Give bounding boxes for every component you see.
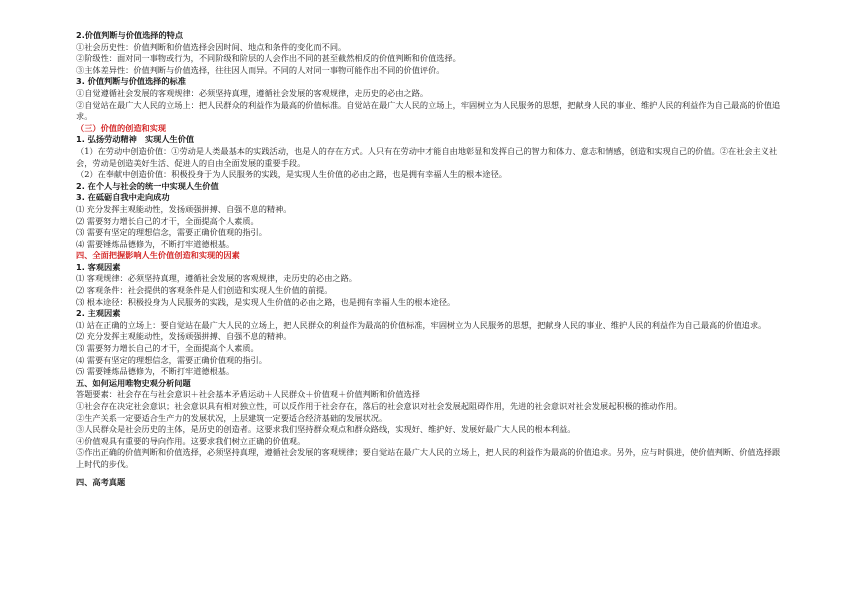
- paragraph: 答题要素：社会存在与社会意识＋社会基本矛盾运动＋人民群众＋价值观＋价值判断和价值选择: [76, 389, 420, 400]
- paragraph: ②生产关系一定要适合生产力的发展状况，上层建筑一定要适合经济基础的发展状况。: [76, 412, 388, 423]
- chapter-heading: （三）价值的创造和实现: [76, 122, 167, 133]
- paragraph: ④价值观具有重要的导向作用。这要求我们树立正确的价值观。: [76, 435, 306, 446]
- paragraph: ①自觉遵循社会发展的客观规律：必须坚持真理，遵循社会发展的客观规律，走历史的必由之路。: [76, 87, 429, 98]
- paragraph: ②阶级性：面对同一事物或行为，不同阶级和阶层的人会作出不同的甚至截然相反的价值判断和价值选择。: [76, 53, 461, 64]
- paragraph: ②自觉站在最广大人民的立场上：把人民群众的利益作为最高的价值标准。自觉站在最广大人民的立场上，牢固树立为人民服务的思想，把献身人民的事业、维护人民的利益作为自己最高的价值追求。: [76, 99, 781, 122]
- chapter-heading: 四、全面把握影响人生价值创造和实现的因素: [76, 250, 240, 261]
- paragraph: ⑵ 充分发挥主观能动性，发扬顽强拼搏、自强不息的精神。: [76, 331, 292, 342]
- section-heading: 2. 主观因素: [76, 308, 121, 319]
- section-heading: 2. 在个人与社会的统一中实现人生价值: [76, 180, 219, 191]
- document-content: [76, 30, 786, 488]
- section-heading: 1. 客观因素: [76, 261, 121, 272]
- paragraph: ⑷ 需要有坚定的理想信念，需要正确价值观的指引。: [76, 354, 267, 365]
- paragraph: ⑷ 需要锤炼品德修为，不断打牢道德根基。: [76, 238, 235, 249]
- paragraph: ⑶ 需要努力增长自己的才干，全面提高个人素质。: [76, 343, 259, 354]
- section-heading: 2.价值判断与价值选择的特点: [76, 30, 184, 40]
- paragraph: （1）在劳动中创造价值：①劳动是人类最基本的实践活动，也是人的存在方式。人只有在劳动中才能自由地彰显和发挥自己的智力和体力、意志和情感，创造和实现自己的价值。②在社会主义社会，劳动是创造美好生活、促进人的自由全面发展的重要手段。: [76, 145, 778, 168]
- paragraph: ③主体差异性：价值判断与价值选择，往往因人而异。不同的人对同一事物可能作出不同的价值评价。: [76, 64, 445, 75]
- paragraph: ①社会历史性：价值判断和价值选择会因时间、地点和条件的变化而不同。: [76, 41, 347, 52]
- chapter-heading: 五、如何运用唯物史观分析问题: [76, 377, 191, 388]
- paragraph: ⑶ 根本途径：积极投身为人民服务的实践，是实现人生价值的必由之路，也是拥有幸福人生的根本途径。: [76, 296, 456, 307]
- paragraph: ⑵ 需要努力增长自己的才干，全面提高个人素质。: [76, 215, 259, 226]
- section-heading: 3. 在砥砺自我中走向成功: [76, 192, 170, 203]
- paragraph: ③人民群众是社会历史的主体，是历史的创造者。这要求我们坚持群众观点和群众路线，实现好、维护好、发展好最广大人民的根本利益。: [76, 424, 576, 435]
- paragraph: ⑶ 需要有坚定的理想信念，需要正确价值观的指引。: [76, 227, 267, 238]
- paragraph: ⑴ 充分发挥主观能动性，发扬顽强拼搏、自强不息的精神。: [76, 203, 292, 214]
- paragraph: ①社会存在决定社会意识；社会意识具有相对独立性，可以反作用于社会存在，落后的社会意识对社会发展起阻碍作用，先进的社会意识对社会发展起积极的推动作用。: [76, 401, 682, 411]
- section-heading: 1. 弘扬劳动精神 实现人生价值: [76, 134, 195, 145]
- paragraph: ⑸ 需要锤炼品德修为，不断打牢道德根基。: [76, 366, 235, 377]
- section-heading: 3. 价值判断与价值选择的标准: [76, 76, 186, 87]
- paragraph: （2）在奉献中创造价值：积极投身于为人民服务的实践，是实现人生价值的必由之路，也是拥有幸福人生的根本途径。: [76, 169, 507, 180]
- paragraph: ⑴ 客观规律：必须坚持真理，遵循社会发展的客观规律，走历史的必由之路。: [76, 273, 357, 284]
- paragraph: ⑤作出正确的价值判断和价值选择，必须坚持真理，遵循社会发展的客观规律；要自觉站在最广大人民的立场上，把人民的利益作为最高的价值追求。另外，应与时俱进，使价值判断、价值选择跟上时代的步伐。: [76, 447, 781, 469]
- chapter-heading: 四、高考真题: [76, 476, 126, 487]
- paragraph: ⑵ 客观条件：社会提供的客观条件是人们创造和实现人生价值的前提。: [76, 285, 333, 296]
- paragraph: ⑴ 站在正确的立场上：要自觉站在最广大人民的立场上，把人民群众的利益作为最高的价值标准，牢固树立为人民服务的思想，把献身人民的事业、维护人民的利益作为自己最高的价值追求。: [76, 319, 767, 330]
